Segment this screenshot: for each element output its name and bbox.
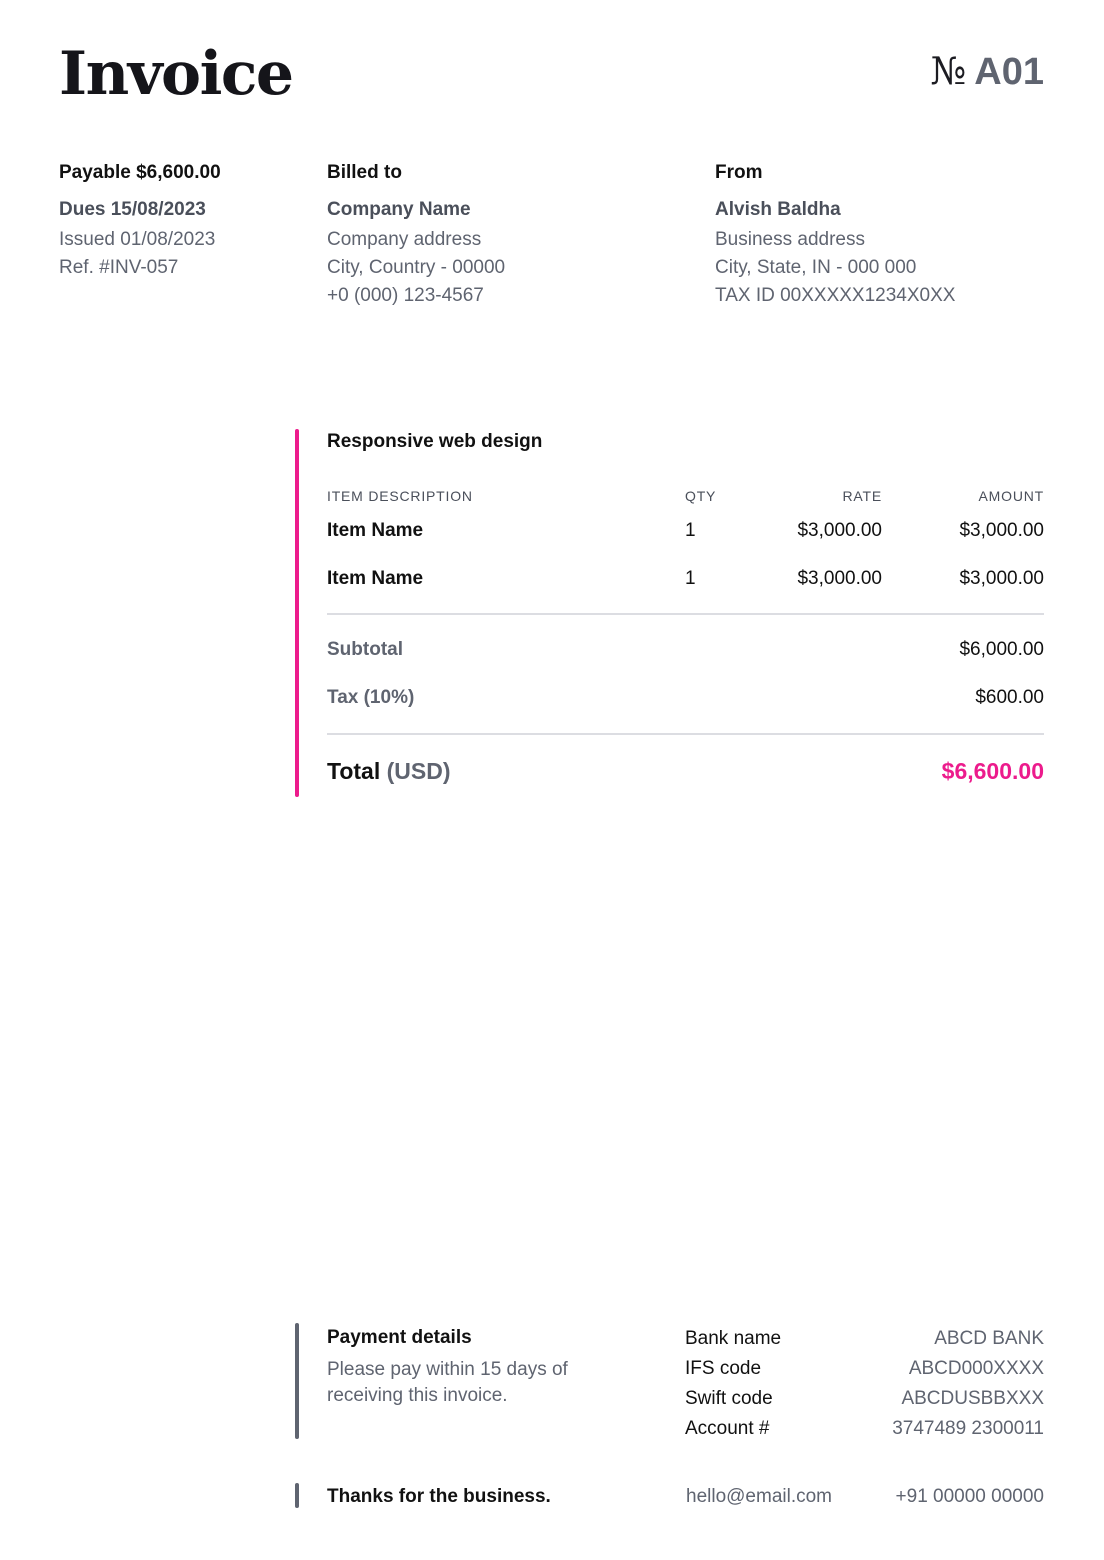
number-symbol: № <box>930 49 967 93</box>
bank-field-label: IFS code <box>685 1358 762 1379</box>
bank-field-value: 3747489 2300011 <box>892 1418 1044 1439</box>
thanks-message: Thanks for the business. <box>327 1486 551 1507</box>
tax-label: Tax (10%) <box>327 687 415 708</box>
payable-amount: Payable $6,600.00 <box>59 162 221 183</box>
contact-email[interactable]: hello@email.com <box>686 1486 833 1507</box>
contact-phone[interactable]: +91 00000 00000 <box>895 1486 1044 1507</box>
item-name: Item Name <box>327 520 424 541</box>
total-label <box>327 758 451 785</box>
items-table-header <box>327 485 1044 507</box>
invoice-number-value: A01 <box>974 51 1044 93</box>
payment-note: Please pay within 15 days of receiving this invoice. <box>327 1359 568 1406</box>
column-header-amount: AMOUNT <box>978 488 1044 504</box>
column-header-description: ITEM DESCRIPTION <box>327 488 473 504</box>
bank-field-value: ABCDUSBBXXX <box>901 1388 1044 1409</box>
bank-row <box>685 1414 1044 1444</box>
item-qty: 1 <box>685 520 696 541</box>
items-section <box>327 431 1044 799</box>
total-label-text: Total <box>327 757 381 784</box>
billed-to-heading: Billed to <box>327 162 402 183</box>
totals-divider <box>327 733 1044 735</box>
bank-row <box>685 1384 1044 1414</box>
payment-details <box>327 1327 627 1409</box>
due-date: Dues 15/08/2023 <box>59 199 206 220</box>
sender-tax-id: TAX ID 00XXXXX1234X0XX <box>715 285 956 306</box>
item-rate: $3,000.00 <box>797 568 882 589</box>
bank-field-label: Swift code <box>685 1388 773 1409</box>
footer <box>327 1484 1044 1510</box>
item-amount: $3,000.00 <box>959 520 1044 541</box>
invoice-meta <box>59 163 221 286</box>
total-value: $6,600.00 <box>941 757 1044 784</box>
items-table-body <box>327 507 1044 603</box>
total-currency: (USD) <box>386 757 451 784</box>
billed-to-block <box>327 163 505 314</box>
item-rate: $3,000.00 <box>797 520 882 541</box>
items-accent-bar <box>295 429 299 797</box>
reference-number: Ref. #INV-057 <box>59 257 179 278</box>
bank-details <box>685 1324 1044 1444</box>
sender-address: Business address <box>715 229 865 250</box>
total-row <box>327 743 1044 799</box>
item-qty: 1 <box>685 568 696 589</box>
bank-field-value: ABCD BANK <box>934 1328 1044 1349</box>
bank-field-value: ABCD000XXXX <box>908 1358 1044 1379</box>
client-phone: +0 (000) 123-4567 <box>327 285 484 306</box>
project-title: Responsive web design <box>327 431 543 452</box>
subtotal-value: $6,000.00 <box>959 639 1044 660</box>
item-amount: $3,000.00 <box>959 568 1044 589</box>
subtotal-row <box>327 626 1044 674</box>
column-header-rate: RATE <box>842 488 882 504</box>
issue-date: Issued 01/08/2023 <box>59 229 216 250</box>
invoice-title: Invoice <box>59 39 293 109</box>
subtotal-label: Subtotal <box>327 639 403 660</box>
client-city: City, Country - 00000 <box>327 257 506 278</box>
payment-heading: Payment details <box>327 1327 472 1348</box>
table-row <box>327 507 1044 555</box>
column-header-qty: QTY <box>685 488 717 504</box>
payment-accent-bar <box>295 1323 299 1439</box>
bank-field-label: Account # <box>685 1418 770 1439</box>
subtotals <box>327 615 1044 733</box>
invoice-number <box>930 49 1044 93</box>
sender-city: City, State, IN - 000 000 <box>715 257 917 278</box>
bank-row <box>685 1324 1044 1354</box>
item-name: Item Name <box>327 568 424 589</box>
tax-value: $600.00 <box>975 687 1044 708</box>
from-block <box>715 163 955 314</box>
client-address: Company address <box>327 229 482 250</box>
from-heading: From <box>715 162 763 183</box>
bank-field-label: Bank name <box>685 1328 782 1349</box>
footer-accent-bar <box>295 1483 299 1508</box>
client-name: Company Name <box>327 199 471 220</box>
tax-row <box>327 674 1044 722</box>
bank-row <box>685 1354 1044 1384</box>
table-row <box>327 555 1044 603</box>
sender-name: Alvish Baldha <box>715 199 841 220</box>
